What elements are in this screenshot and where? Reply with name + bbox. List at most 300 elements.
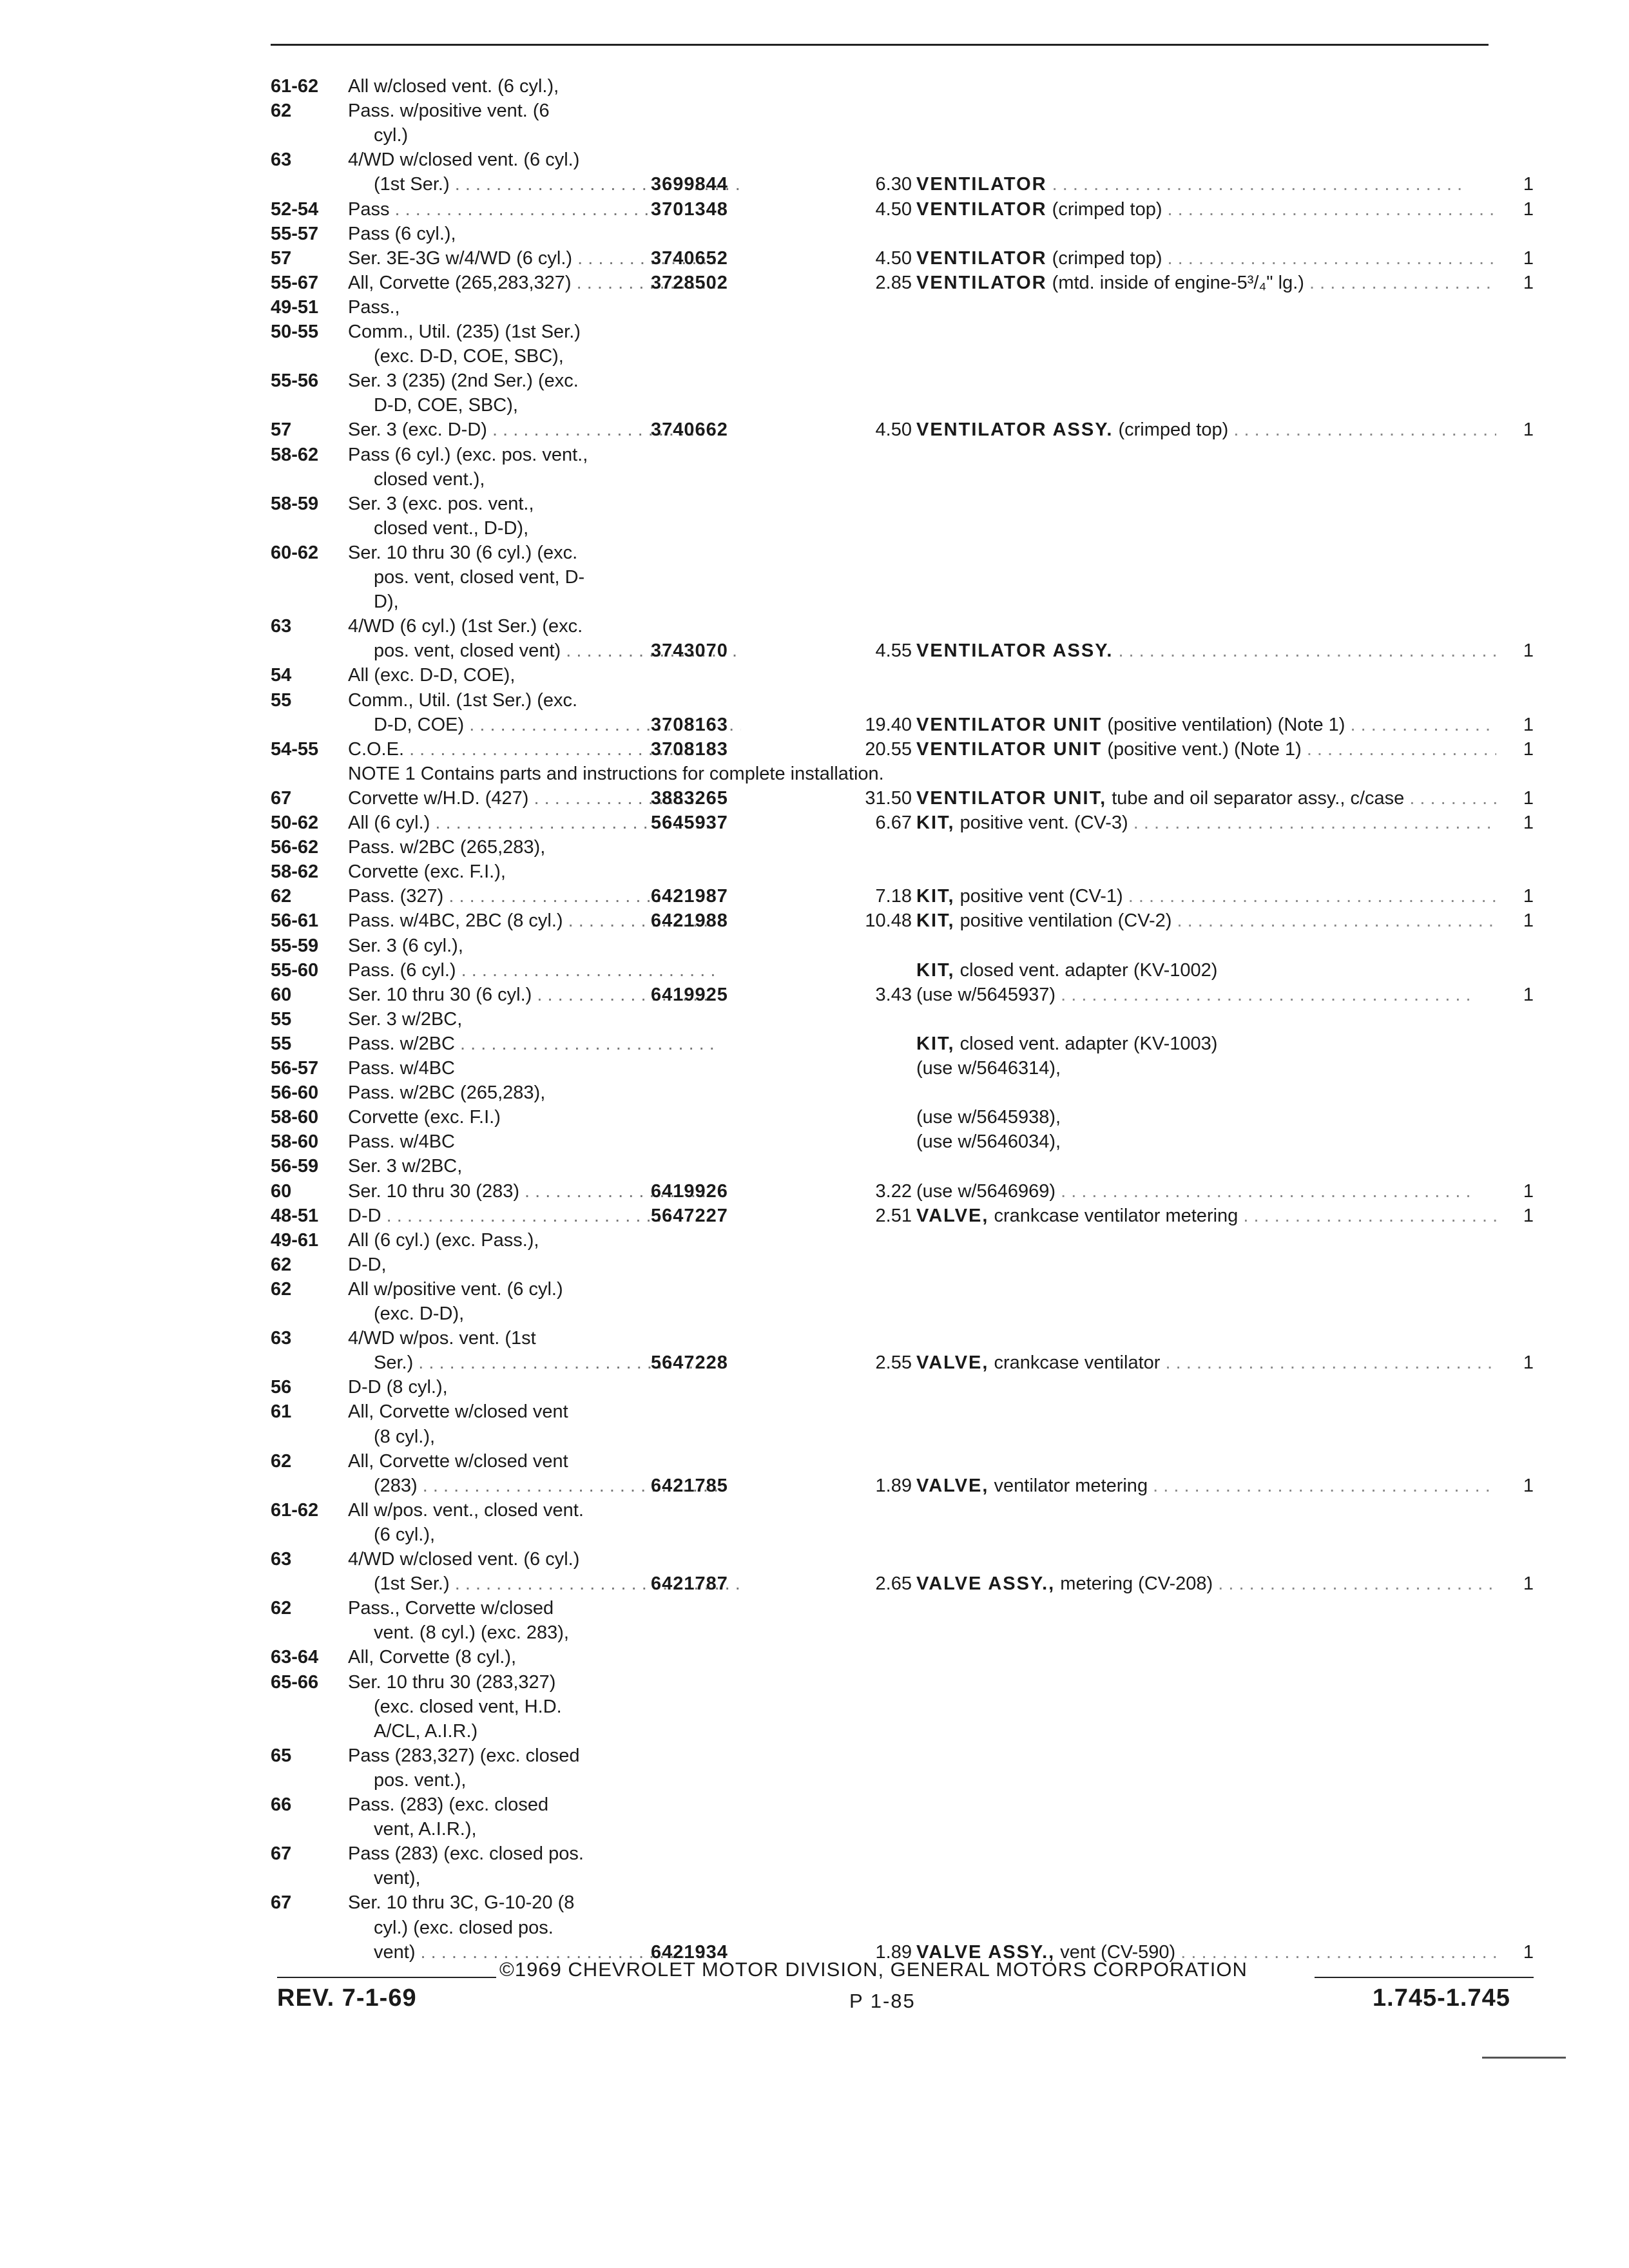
- quantity: 1: [1523, 1941, 1534, 1963]
- year-range: 62: [271, 886, 292, 907]
- table-row: [271, 443, 1527, 468]
- year-range: 67: [271, 1892, 292, 1914]
- price: 7.18: [875, 886, 912, 907]
- application: Pass (283,327) (exc. closed: [348, 1745, 580, 1766]
- table-row: [271, 1326, 1527, 1352]
- year-range: 50-55: [271, 322, 319, 342]
- quantity: 1: [1523, 910, 1534, 932]
- table-row: [271, 884, 1534, 910]
- description-name: VALVE ASSY.,: [916, 1573, 1055, 1595]
- application: All (6 cyl.) (exc. Pass.),: [348, 1229, 539, 1251]
- application: Pass. w/2BC (265,283),: [348, 1082, 546, 1104]
- application: D-D, COE, SBC),: [374, 395, 518, 416]
- description-name: VENTILATOR ASSY.: [916, 640, 1113, 662]
- year-range: 58-62: [271, 444, 319, 465]
- table-row: [271, 1081, 1527, 1106]
- quantity: 1: [1523, 247, 1534, 269]
- year-range: 50-62: [271, 812, 319, 833]
- table-row: [271, 713, 1534, 738]
- year-range: 63: [271, 616, 292, 637]
- table-row: [271, 1204, 1534, 1229]
- application: Pass. w/2BC . .: [348, 1032, 715, 1056]
- application: vent),: [374, 1868, 421, 1889]
- description-detail: (use w/5646969): [916, 1180, 1056, 1202]
- year-range: 58-62: [271, 861, 319, 883]
- application: (8 cyl.),: [374, 1426, 436, 1447]
- application: Pass. w/4BC, 2BC (8 cyl.) . .: [348, 908, 715, 933]
- year-range: 58-59: [271, 493, 319, 514]
- year-range: 54: [271, 665, 292, 686]
- application: Pass. (6 cyl.) . .: [348, 958, 715, 983]
- description-detail: (mtd. inside of engine-5³/₄" lg.): [1046, 272, 1304, 293]
- application: 4/WD w/closed vent. (6 cyl.): [348, 1549, 580, 1570]
- year-range: 56: [271, 1377, 292, 1398]
- quantity: 1: [1523, 1205, 1534, 1226]
- table-row: [271, 393, 1527, 419]
- year-range: 55-56: [271, 370, 319, 392]
- price: 4.55: [875, 640, 912, 662]
- year-range: 58-60: [271, 1107, 319, 1128]
- description-detail: (positive ventilation) (Note 1): [1102, 714, 1345, 735]
- application: (6 cyl.),: [374, 1524, 436, 1545]
- part-number: 6421787: [651, 1573, 728, 1595]
- table-row: [271, 1399, 1527, 1425]
- application: Pass. w/2BC (265,283),: [348, 837, 546, 858]
- description: [916, 1105, 1496, 1129]
- description: [916, 271, 1496, 295]
- description-detail: closed vent. adapter (KV-1002): [954, 959, 1218, 981]
- application: Pass. w/positive vent. (6: [348, 101, 550, 122]
- table-row: [271, 1768, 1527, 1794]
- description-name: VENTILATOR ASSY.: [916, 419, 1113, 441]
- application: Ser. 10 thru 30 (6 cyl.) . .: [348, 983, 715, 1007]
- description-name: VENTILATOR: [916, 174, 1047, 195]
- year-range: 61-62: [271, 76, 319, 97]
- application: Ser. 3 w/2BC,: [348, 1156, 463, 1177]
- table-row: [271, 1277, 1527, 1303]
- table-row: [271, 369, 1527, 394]
- table-row: [271, 1056, 1527, 1082]
- application: Comm., Util. (1st Ser.) (exc.: [348, 689, 578, 711]
- description-name: VALVE,: [916, 1475, 989, 1496]
- description: [916, 786, 1496, 811]
- group-reference: 1.745-1.745: [1373, 1984, 1510, 2012]
- table-row: [271, 811, 1534, 836]
- year-range: 61-62: [271, 1499, 319, 1521]
- description: [916, 713, 1496, 737]
- table-row: [271, 663, 1527, 689]
- year-range: 63: [271, 1549, 292, 1570]
- quantity: 1: [1523, 198, 1534, 220]
- table-row: [271, 565, 1527, 591]
- application: Ser. 10 thru 30 (283,327): [348, 1671, 556, 1693]
- application: (exc. closed vent, H.D.: [374, 1696, 562, 1717]
- description-detail: vent (CV-590): [1055, 1941, 1176, 1963]
- description-detail: closed vent. adapter (KV-1003): [954, 1033, 1218, 1054]
- description: [916, 908, 1496, 933]
- part-number: 5647227: [651, 1205, 728, 1226]
- description-detail: tube and oil separator assy., c/case: [1106, 787, 1405, 809]
- application: All w/positive vent. (6 cyl.): [348, 1278, 563, 1300]
- year-range: 62: [271, 1450, 292, 1472]
- description-name: VALVE ASSY.,: [916, 1941, 1055, 1963]
- table-row: [271, 737, 1534, 763]
- table-row: [271, 344, 1527, 370]
- application: pos. vent, closed vent) . .: [348, 639, 741, 663]
- year-range: 65-66: [271, 1671, 319, 1693]
- price: 2.51: [875, 1205, 912, 1226]
- year-range: 49-51: [271, 296, 319, 318]
- table-row: [271, 1596, 1527, 1622]
- table-row: [271, 295, 1527, 321]
- description-detail: (use w/5646314),: [916, 1058, 1061, 1079]
- year-range: 56-57: [271, 1058, 319, 1079]
- application: Ser. 10 thru 30 (283) . .: [348, 1179, 715, 1204]
- part-number: 3701348: [651, 198, 728, 220]
- description-detail: (positive vent.) (Note 1): [1102, 738, 1302, 760]
- description-name: VALVE,: [916, 1205, 989, 1226]
- table-row: [271, 541, 1527, 566]
- table-row: [271, 467, 1527, 493]
- table-row: [271, 1302, 1527, 1327]
- application: Pass (283) (exc. closed pos.: [348, 1843, 584, 1865]
- table-row: [271, 99, 1527, 124]
- application: cyl.) (exc. closed pos.: [374, 1917, 554, 1938]
- description-name: VENTILATOR UNIT: [916, 738, 1103, 760]
- table-row: [271, 172, 1534, 198]
- table-row: [271, 1695, 1527, 1720]
- footer-rule-right: [1315, 1977, 1534, 1978]
- table-row: [271, 860, 1527, 885]
- quantity: 1: [1523, 787, 1534, 809]
- application: All (6 cyl.) . .: [348, 811, 715, 835]
- quantity: 1: [1523, 1352, 1534, 1374]
- description: [916, 1056, 1496, 1081]
- price: 4.50: [875, 247, 912, 269]
- application: vent, A.I.R.),: [374, 1819, 477, 1840]
- application: Ser. 3 w/2BC,: [348, 1008, 463, 1030]
- quantity: 1: [1523, 1180, 1534, 1202]
- description-detail: (use w/5646034),: [916, 1131, 1061, 1153]
- quantity: 1: [1523, 886, 1534, 907]
- application: (283) . .: [348, 1474, 741, 1498]
- description-name: KIT,: [916, 812, 955, 833]
- application: Pass (6 cyl.),: [348, 223, 456, 244]
- year-range: 62: [271, 1254, 292, 1275]
- table-row: [271, 1890, 1527, 1916]
- description-detail: crankcase ventilator: [988, 1352, 1161, 1374]
- table-row: [271, 320, 1527, 345]
- description: [916, 1474, 1496, 1498]
- description: [916, 1129, 1496, 1154]
- table-row: [271, 1350, 1534, 1376]
- application: Corvette (exc. F.I.),: [348, 861, 506, 883]
- table-row: [271, 614, 1527, 640]
- description-name: VENTILATOR UNIT,: [916, 787, 1107, 809]
- description-name: KIT,: [916, 910, 955, 932]
- description-detail: positive vent (CV-1): [954, 886, 1123, 907]
- table-row: [271, 74, 1527, 100]
- price: 2.65: [875, 1573, 912, 1595]
- table-row: [271, 1571, 1534, 1597]
- table-row: [271, 222, 1527, 247]
- application: All w/pos. vent., closed vent.: [348, 1499, 584, 1521]
- application: Ser. 10 thru 30 (6 cyl.) (exc.: [348, 542, 578, 563]
- application: Ser. 10 thru 3C, G-10-20 (8: [348, 1892, 575, 1914]
- table-row: [271, 958, 1527, 984]
- table-row: [271, 492, 1527, 517]
- description: [916, 983, 1496, 1007]
- description-detail: (use w/5645938),: [916, 1107, 1061, 1128]
- application: All (exc. D-D, COE),: [348, 665, 516, 686]
- table-row: [271, 1670, 1527, 1696]
- year-range: 56-60: [271, 1082, 319, 1104]
- year-range: 56-61: [271, 910, 319, 932]
- part-number: 3708163: [651, 714, 728, 735]
- application: pos. vent.),: [374, 1769, 467, 1791]
- year-range: 60: [271, 984, 292, 1005]
- application: Pass. (283) (exc. closed: [348, 1794, 549, 1815]
- application: All w/closed vent. (6 cyl.),: [348, 76, 559, 97]
- application: (exc. D-D),: [374, 1303, 465, 1324]
- description: [916, 1179, 1496, 1204]
- year-range: 60: [271, 1180, 292, 1202]
- application: A/CL, A.I.R.): [374, 1720, 478, 1742]
- part-number: 3740662: [651, 419, 728, 441]
- application: D-D (8 cyl.),: [348, 1377, 448, 1398]
- application: 4/WD (6 cyl.) (1st Ser.) (exc.: [348, 616, 583, 637]
- year-range: 55-67: [271, 272, 319, 293]
- application: Pass. w/4BC: [348, 1131, 455, 1153]
- description-detail: metering (CV-208): [1055, 1573, 1213, 1595]
- description-detail: (crimped top): [1113, 419, 1229, 441]
- year-range: 57: [271, 247, 292, 269]
- part-number: 6421988: [651, 910, 728, 932]
- table-row: [271, 590, 1527, 615]
- price: 4.50: [875, 419, 912, 441]
- description: [916, 172, 1496, 197]
- description: [916, 1204, 1496, 1228]
- table-row: [271, 1154, 1527, 1180]
- description-name: VENTILATOR: [916, 198, 1047, 220]
- description-detail: positive ventilation (CV-2): [954, 910, 1172, 932]
- table-row: [271, 1375, 1527, 1401]
- quantity: 1: [1523, 419, 1534, 441]
- year-range: 49-61: [271, 1229, 319, 1251]
- description: [916, 1571, 1496, 1596]
- table-row: [271, 1817, 1527, 1843]
- top-rule: [271, 44, 1489, 46]
- year-range: 48-51: [271, 1205, 319, 1226]
- quantity: 1: [1523, 640, 1534, 662]
- year-range: 55-57: [271, 223, 319, 244]
- page-number: P 1-85: [849, 1990, 916, 2012]
- part-number: 5645937: [651, 812, 728, 833]
- description: [916, 1032, 1496, 1056]
- description: [916, 737, 1496, 762]
- description-detail: positive vent. (CV-3): [954, 812, 1128, 833]
- revision-date: REV. 7-1-69: [277, 1984, 417, 2012]
- application: Ser. 3 (exc. D-D) . .: [348, 418, 715, 442]
- year-range: 55: [271, 689, 292, 711]
- table-row: [271, 123, 1527, 149]
- application: D-D, COE) . .: [348, 713, 741, 737]
- application: pos. vent, closed vent, D-: [374, 567, 585, 588]
- application: Pass., Corvette w/closed: [348, 1598, 554, 1619]
- table-row: [271, 1744, 1527, 1769]
- price: 31.50: [865, 787, 912, 809]
- description-name: KIT,: [916, 1033, 955, 1054]
- quantity: 1: [1523, 1573, 1534, 1595]
- year-range: 62: [271, 1278, 292, 1300]
- table-row: [271, 688, 1527, 714]
- year-range: 61: [271, 1401, 292, 1423]
- application: closed vent., D-D),: [374, 517, 529, 539]
- application: Pass. w/4BC: [348, 1058, 455, 1079]
- application: closed vent.),: [374, 468, 485, 490]
- part-number: 6421785: [651, 1475, 728, 1496]
- year-range: 55-60: [271, 959, 319, 981]
- description-name: VENTILATOR: [916, 272, 1047, 293]
- description-detail: ventilator metering: [988, 1475, 1148, 1496]
- price: 6.30: [875, 174, 912, 195]
- price: 10.48: [865, 910, 912, 932]
- description: [916, 958, 1496, 983]
- application: All, Corvette (265,283,327) . .: [348, 271, 715, 295]
- description-detail: (use w/5645937): [916, 984, 1056, 1005]
- table-row: [271, 1032, 1527, 1057]
- price: 2.55: [875, 1352, 912, 1374]
- description: [916, 197, 1496, 222]
- price: 6.67: [875, 812, 912, 833]
- application: All, Corvette w/closed vent: [348, 1401, 568, 1423]
- table-row: [271, 934, 1527, 959]
- part-number: 3740652: [651, 247, 728, 269]
- quantity: 1: [1523, 714, 1534, 735]
- part-number: 6419925: [651, 984, 728, 1005]
- price: 1.89: [875, 1475, 912, 1496]
- table-row: [271, 1866, 1527, 1892]
- table-row: [271, 1105, 1527, 1131]
- part-number: 3708183: [651, 738, 728, 760]
- price: 19.40: [865, 714, 912, 735]
- price: 1.89: [875, 1941, 912, 1963]
- application: Comm., Util. (235) (1st Ser.): [348, 322, 581, 342]
- application: 4/WD w/closed vent. (6 cyl.): [348, 149, 580, 171]
- description: [916, 246, 1496, 271]
- application: Corvette (exc. F.I.): [348, 1107, 501, 1128]
- application: All, Corvette w/closed vent: [348, 1450, 568, 1472]
- table-row: [271, 197, 1534, 223]
- year-range: 56-59: [271, 1156, 319, 1177]
- description-name: VENTILATOR UNIT: [916, 714, 1103, 735]
- table-row: [271, 1620, 1527, 1646]
- table-row: [271, 1547, 1527, 1573]
- description-name: KIT,: [916, 959, 955, 981]
- copyright-text: ©1969 CHEVROLET MOTOR DIVISION, GENERAL MOTORS CORPORATION: [499, 1958, 1248, 1981]
- application: Pass (6 cyl.) (exc. pos. vent.,: [348, 444, 588, 465]
- price: 2.85: [875, 272, 912, 293]
- description-detail: crankcase ventilator metering: [988, 1205, 1239, 1226]
- table-row: [271, 418, 1534, 443]
- table-row: [271, 1719, 1527, 1745]
- quantity: 1: [1523, 174, 1534, 195]
- year-range: 57: [271, 419, 292, 441]
- application: All, Corvette (8 cyl.),: [348, 1647, 517, 1668]
- quantity: 1: [1523, 272, 1534, 293]
- application: Corvette w/H.D. (427) . .: [348, 786, 715, 811]
- price: 20.55: [865, 738, 912, 760]
- year-range: 62: [271, 101, 292, 122]
- part-number: 5647228: [651, 1352, 728, 1374]
- table-row: [271, 835, 1527, 861]
- footer-copyright-line: [277, 1957, 1534, 1983]
- year-range: 58-60: [271, 1131, 319, 1153]
- description: [916, 811, 1496, 835]
- price: 3.43: [875, 984, 912, 1005]
- description: [916, 1350, 1496, 1375]
- table-row: [271, 246, 1534, 272]
- table-row: [271, 1841, 1527, 1867]
- table-row: [271, 516, 1527, 542]
- application: (1st Ser.) . .: [348, 172, 741, 197]
- year-range: 54-55: [271, 738, 319, 760]
- table-row: [271, 1792, 1527, 1818]
- footer-rule-left: [277, 1977, 496, 1978]
- part-number: 3699844: [651, 174, 728, 195]
- part-number: 3883265: [651, 787, 728, 809]
- quantity: 1: [1523, 812, 1534, 833]
- bottom-scan-mark: [1482, 2057, 1566, 2059]
- year-range: 65: [271, 1745, 292, 1766]
- year-range: 66: [271, 1794, 292, 1815]
- year-range: 55: [271, 1033, 292, 1054]
- year-range: 67: [271, 787, 292, 809]
- table-row: [271, 1645, 1527, 1671]
- description-detail: (crimped top): [1046, 198, 1162, 220]
- application: D),: [374, 591, 399, 613]
- year-range: 62: [271, 1598, 292, 1619]
- application: vent) . .: [348, 1940, 741, 1965]
- application: Ser. 3 (6 cyl.),: [348, 935, 463, 956]
- description-name: VENTILATOR: [916, 247, 1047, 269]
- year-range: 55-59: [271, 935, 319, 956]
- quantity: 1: [1523, 738, 1534, 760]
- description: [916, 418, 1496, 442]
- part-number: 6421987: [651, 886, 728, 907]
- description-name: KIT,: [916, 886, 955, 907]
- quantity: 1: [1523, 984, 1534, 1005]
- table-row: [271, 271, 1534, 296]
- application: Ser. 3 (235) (2nd Ser.) (exc.: [348, 370, 579, 392]
- table-row: [271, 908, 1534, 934]
- application: (exc. D-D, COE, SBC),: [374, 346, 564, 367]
- year-range: 67: [271, 1843, 292, 1865]
- table-row: [271, 1228, 1527, 1254]
- note-text: NOTE 1 Contains parts and instructions for complete installation.: [348, 763, 884, 784]
- table-row: [271, 1253, 1527, 1278]
- table-row: [271, 1425, 1527, 1450]
- table-row: [271, 983, 1534, 1008]
- application: Pass. (327) . .: [348, 884, 715, 908]
- table-row: [271, 1523, 1527, 1548]
- table-row: [271, 1179, 1534, 1205]
- description: [916, 884, 1496, 908]
- part-number: 3743070: [651, 640, 728, 662]
- table-row: [271, 639, 1534, 664]
- application: Pass.,: [348, 296, 400, 318]
- year-range: 56-62: [271, 837, 319, 858]
